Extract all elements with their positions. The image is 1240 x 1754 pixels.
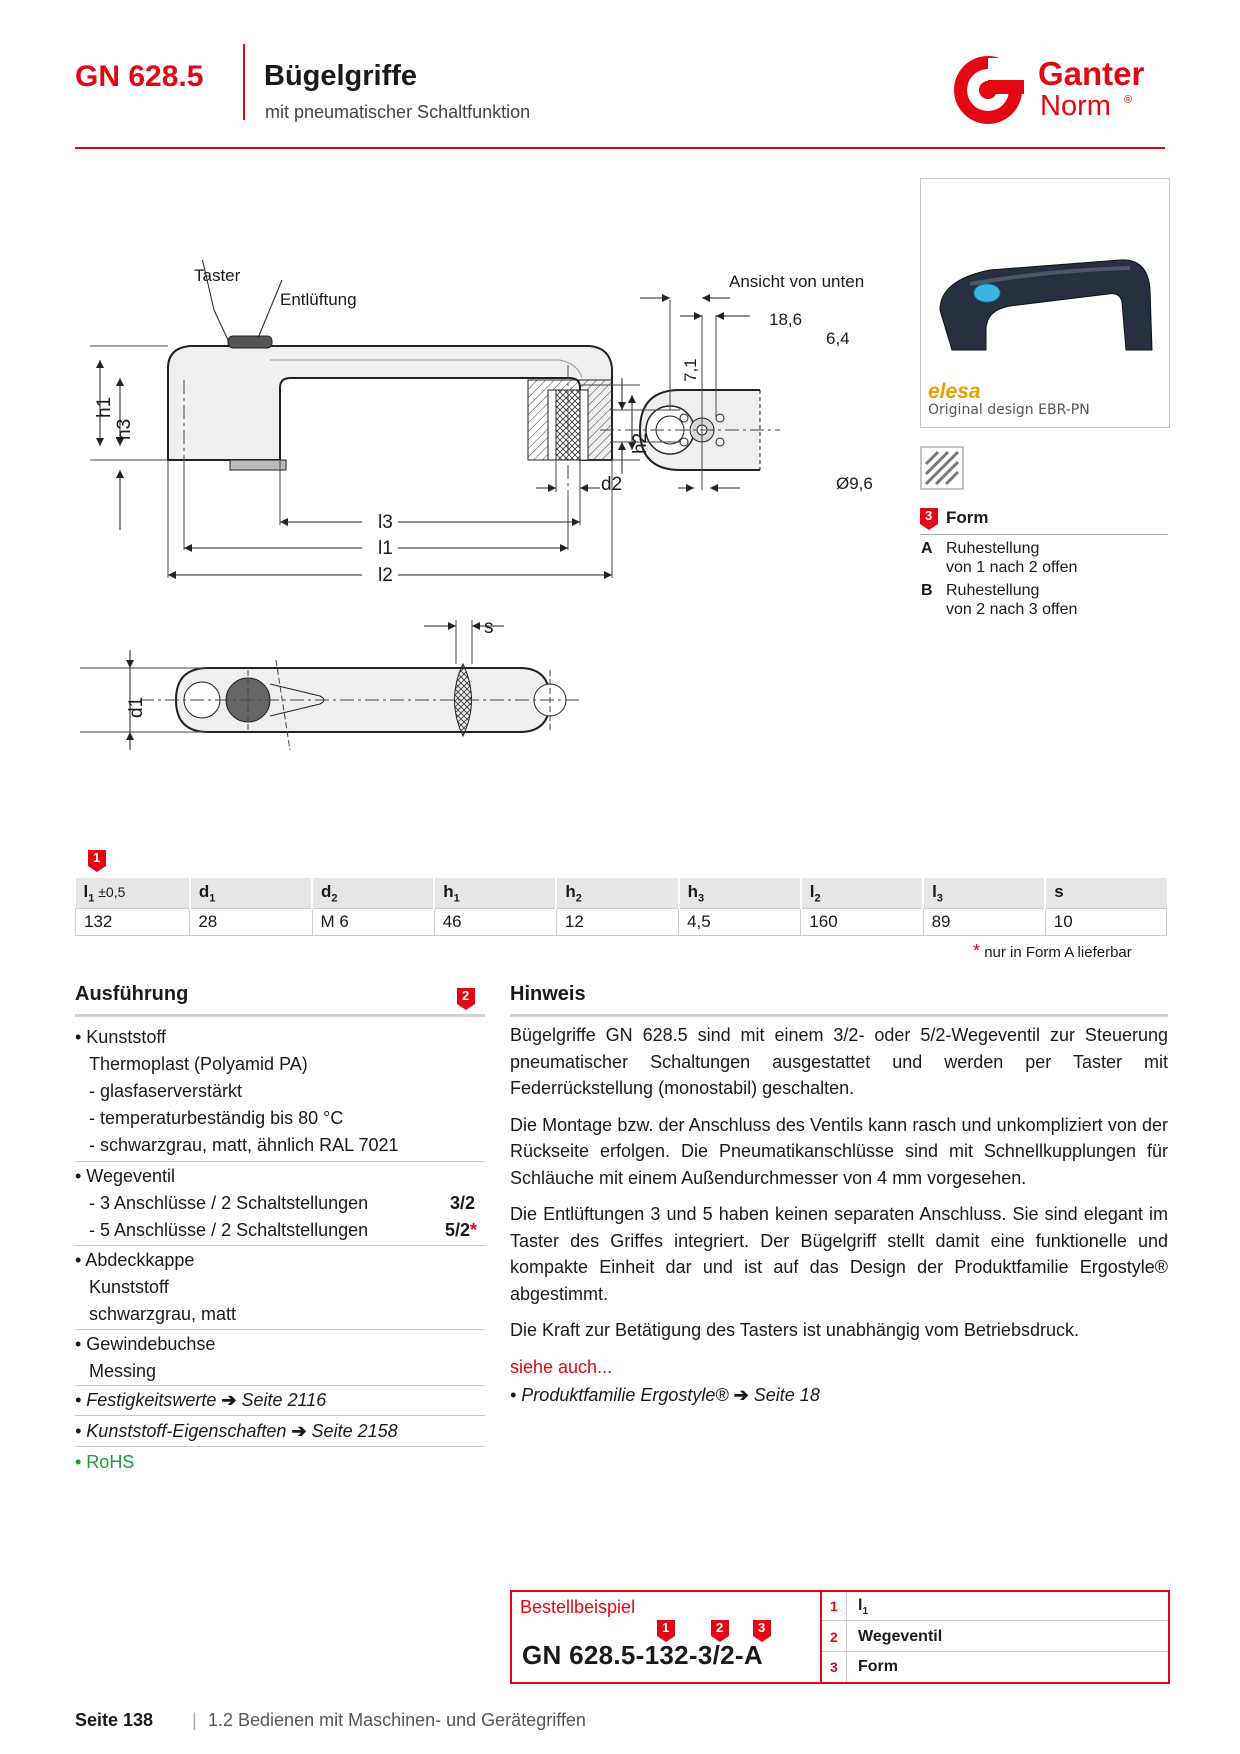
hinweis-link-text: • Produktfamilie Ergostyle® [510, 1385, 729, 1405]
logo-text-ganter: Ganter [1038, 55, 1145, 92]
elesa-brand: elesa [928, 380, 981, 403]
hinweis-p3: Die Entlüftungen 3 und 5 haben keinen separaten Anschluss. Sie sind elegant im Taster des Griffes integriert. Der Bügelgriff stellt damit eine funktionelle und kompakte Einheit dar und ist auf das Design der Produktfamilie Ergostyle® abgestimmt. [510, 1204, 1168, 1304]
ausf-glas: - glasfaserverstärkt [89, 1081, 243, 1101]
ausf-separator [75, 1161, 485, 1162]
table-header-cell: $l_2$ [801, 878, 923, 909]
hinweis-p4: Die Kraft zur Betätigung des Tasters ist unabhängig vom Betriebsdruck. [510, 1320, 1079, 1340]
badge-3-number: 3 [925, 508, 933, 523]
hinweis-p1: Bügelgriffe GN 628.5 sind mit einem 3/2- oder 5/2-Wegeventil zur Steuerung pneumatischer Schaltungen ausgestattet und werden per Taster mit Federrückstellung (monostabil) geschalten. [510, 1025, 1168, 1098]
ganter-logo-icon [948, 50, 1030, 128]
dim-d2: d2 [601, 474, 623, 495]
order-legend-col-rule [846, 1592, 847, 1682]
page-subtitle: mit pneumatischer Schaltfunktion [265, 102, 531, 122]
ausf-kunststoff: • Kunststoff [75, 1027, 167, 1047]
hinweis-rule [510, 1014, 1168, 1017]
ausf-group-wegeventil [75, 1163, 485, 1244]
ausfuehrung-title: Ausführung [75, 983, 189, 1005]
ausf-festigkeit: • Festigkeitswerte [75, 1390, 217, 1410]
table-cell: M 6 [312, 909, 434, 936]
dim-7-1: 7,1 [681, 358, 700, 382]
dim-dia-9-6: Ø9,6 [836, 474, 873, 493]
ausf-group-abdeckkappe [75, 1247, 485, 1328]
ausf-thermoplast: Thermoplast (Polyamid PA) [89, 1054, 308, 1074]
ausf-ws1-row [75, 1190, 485, 1217]
ausf-wegeventil: • Wegeventil [75, 1166, 176, 1186]
ausf-eigenschaften-ref: Seite 2158 [311, 1421, 398, 1441]
table-header-cell: $l_3$ [923, 878, 1045, 909]
ausf-ws1-code: 3/2 [449, 1193, 475, 1213]
order-legend-label-2: Wegeventil [858, 1628, 943, 1645]
registered-mark: ® [1124, 94, 1133, 106]
ausf-eigenschaften: • Kunststoff-Eigenschaften [75, 1421, 287, 1441]
dim-h2: h2 [630, 432, 651, 454]
ausf-gewinde-mat: Messing [89, 1361, 157, 1381]
dim-l3: l3 [378, 512, 393, 533]
dim-l2: l2 [378, 565, 393, 586]
order-label: Bestellbeispiel [520, 1597, 636, 1617]
order-badge-3-number: 3 [758, 1620, 766, 1635]
hinweis-body [510, 1022, 1168, 1419]
label-taster: Taster [194, 266, 241, 285]
dim-d1: d1 [126, 696, 147, 718]
hinweis-p2: Die Montage bzw. der Anschluss des Ventils kann rasch und unkompliziert von der Rückseite erfolgen. Die Pneumatikanschlüsse sind mit Schnellkupplungen für Schläuche mit einem Außendurchmesser von 4 mm vorgesehen. [510, 1114, 1168, 1188]
form-a-line1: Ruhestellung [946, 540, 1040, 557]
table-cell: 160 [801, 909, 923, 936]
order-legend-num-3: 3 [830, 1659, 838, 1675]
form-b-line2: von 2 nach 3 offen [946, 601, 1078, 618]
order-code: GN 628.5-132-3/2-A [522, 1640, 763, 1670]
ausf-separator [75, 1415, 485, 1416]
page-title: Bügelgriffe [264, 60, 418, 92]
surface-finish-icon [920, 446, 964, 490]
ausf-ws2-row [75, 1217, 485, 1244]
ausf-ws2: - 5 Anschlüsse / 2 Schaltstellungen [89, 1220, 369, 1240]
table-cell: 89 [923, 909, 1045, 936]
dim-18-6: 18,6 [769, 310, 803, 329]
badge-1-number: 1 [93, 850, 101, 865]
dim-s: s [484, 617, 494, 638]
form-a-line2: von 1 nach 2 offen [946, 559, 1078, 576]
hinweis-link-ref: Seite 18 [753, 1385, 820, 1405]
ausf-separator [75, 1329, 485, 1330]
ausf-group-kunststoff [75, 1024, 485, 1159]
ausf-link-eigenschaften[interactable] [75, 1418, 485, 1445]
order-box-divider [820, 1590, 822, 1682]
dim-h3: h3 [114, 418, 135, 440]
label-entlueftung: Entlüftung [280, 290, 357, 309]
table-cell: 132 [76, 909, 190, 936]
table-row [76, 909, 1167, 936]
header-divider [243, 44, 245, 120]
form-b-line1: Ruhestellung [946, 582, 1040, 599]
arrow-right-icon: ➔ [733, 1385, 749, 1405]
table-footnote: * nur in Form A lieferbar [973, 941, 1132, 961]
logo-text-norm: Norm [1040, 90, 1111, 122]
ausf-abdeck-mat: Kunststoff [89, 1277, 169, 1297]
ausf-festigkeit-ref: Seite 2116 [241, 1390, 327, 1410]
ausf-ws1: - 3 Anschlüsse / 2 Schaltstellungen [89, 1193, 369, 1213]
footer-separator: | [192, 1710, 197, 1730]
hinweis-see-also: siehe auch... [510, 1356, 613, 1377]
table-header-row [76, 878, 1167, 909]
header-rule [75, 147, 1165, 149]
product-code: GN 628.5 [75, 60, 204, 93]
ausf-temp: - temperaturbeständig bis 80 °C [89, 1108, 344, 1128]
photo-caption: Original design EBR-PN [928, 402, 1090, 418]
table-header-cell: $h_1$ [434, 878, 556, 909]
table-header-cell: $d_1$ [190, 878, 312, 909]
ausf-separator [75, 1385, 485, 1386]
order-legend-num-2: 2 [830, 1629, 838, 1645]
form-title: Form [946, 508, 989, 527]
order-legend-label-1: $l_1$ [858, 1597, 869, 1618]
ausf-farbe: - schwarzgrau, matt, ähnlich RAL 7021 [89, 1135, 399, 1155]
footer-page-number: Seite 138 [75, 1710, 154, 1730]
form-rule [920, 534, 1168, 535]
label-ansicht-von-unten: Ansicht von unten [729, 272, 865, 291]
form-key-b: B [921, 582, 933, 599]
ausfuehrung-rule [75, 1014, 485, 1017]
ausf-abdeck-farbe: schwarzgrau, matt [89, 1304, 237, 1324]
order-badge-1-number: 1 [662, 1620, 670, 1635]
arrow-right-icon: ➔ [221, 1390, 237, 1410]
table-header-cell: $h_2$ [556, 878, 678, 909]
table-cell: 28 [190, 909, 312, 936]
table-cell: 10 [1045, 909, 1166, 936]
order-legend-num-1: 1 [830, 1598, 838, 1614]
table-cell: 12 [556, 909, 678, 936]
hinweis-title: Hinweis [510, 983, 586, 1005]
hinweis-link-ergostyle[interactable] [510, 1382, 1168, 1409]
technical-drawing [80, 260, 900, 760]
dim-6-4: 6,4 [826, 329, 850, 348]
table-header-cell: $d_2$ [312, 878, 434, 909]
product-photo-handle-icon [930, 250, 1158, 360]
table-header-cell: $l_1 \pm 0,5$ [76, 878, 190, 909]
dim-h1: h1 [94, 396, 115, 418]
ausf-rohs: • RoHS [75, 1452, 135, 1472]
ausf-ws2-code: 5/2 [444, 1220, 470, 1240]
order-legend-rule [822, 1620, 1168, 1621]
order-legend-label-3: Form [858, 1658, 898, 1675]
form-key-a: A [921, 540, 933, 557]
ausf-link-festigkeit[interactable] [75, 1387, 485, 1414]
footer-section-title: 1.2 Bedienen mit Maschinen- und Gerätegriffen [208, 1710, 586, 1730]
table-cell: 46 [434, 909, 556, 936]
ausf-gewinde: • Gewindebuchse [75, 1334, 216, 1354]
ausf-separator [75, 1446, 485, 1447]
order-legend-rule [822, 1651, 1168, 1652]
table-cell: 4,5 [679, 909, 801, 936]
dim-l1: l1 [378, 538, 393, 559]
table-header-cell: s [1045, 878, 1166, 909]
ausf-ws2-code-wrap: 5/2* [444, 1220, 477, 1240]
ausf-separator [75, 1245, 485, 1246]
table-header-cell: $h_3$ [679, 878, 801, 909]
arrow-right-icon: ➔ [291, 1421, 307, 1441]
order-badge-2-number: 2 [716, 1620, 724, 1635]
ausf-abdeck: • Abdeckkappe [75, 1250, 195, 1270]
ausf-group-gewinde [75, 1331, 485, 1385]
badge-2-number: 2 [462, 988, 470, 1003]
dimension-table [75, 878, 1167, 936]
